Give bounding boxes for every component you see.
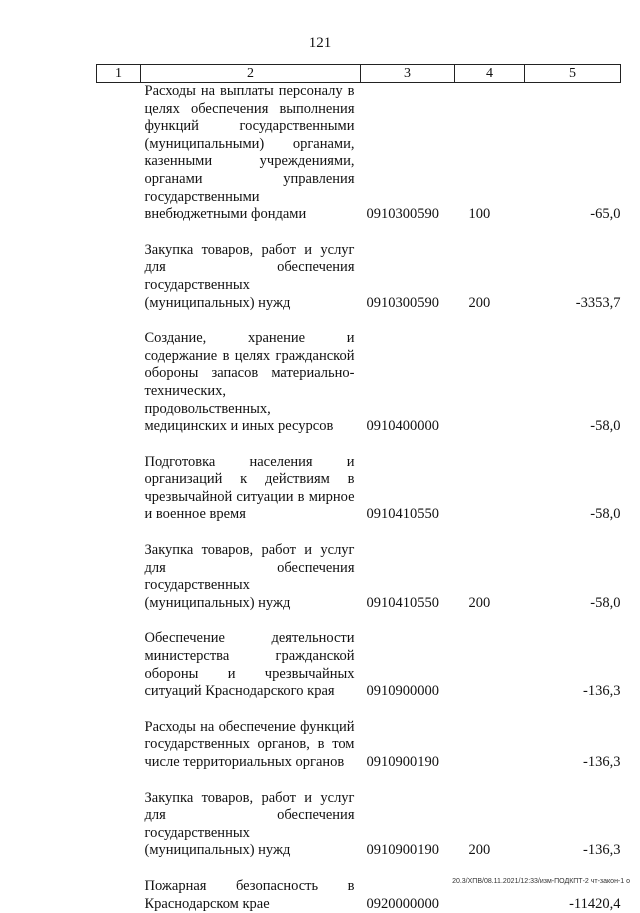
- table-header: [97, 65, 621, 83]
- table-row: [97, 790, 621, 860]
- header-col-3: 3: [361, 65, 455, 83]
- row-amount: -58,0: [525, 542, 621, 612]
- row-type: 100: [455, 83, 525, 224]
- header-col-4: 4: [455, 65, 525, 83]
- row-spacer: [97, 436, 621, 454]
- header-row: [97, 65, 621, 83]
- row-amount: -136,3: [525, 630, 621, 700]
- row-name: Пожарная безопасность в Краснодарском крае: [141, 878, 361, 913]
- row-code: 0910300590: [361, 83, 455, 224]
- row-name: Создание, хранение и содержание в целях гражданской обороны запасов материально-технических, продовольственных, медицинских и иных ресурсов: [141, 330, 361, 436]
- row-amount: -3353,7: [525, 242, 621, 312]
- row-name: Закупка товаров, работ и услуг для обеспечения государственных (муниципальных) нужд: [141, 542, 361, 612]
- row-spacer: [97, 612, 621, 630]
- row-type: [455, 719, 525, 772]
- table-row: [97, 542, 621, 612]
- header-col-5: 5: [525, 65, 621, 83]
- row-name: Закупка товаров, работ и услуг для обеспечения государственных (муниципальных) нужд: [141, 790, 361, 860]
- row-name: Обеспечение деятельности министерства гражданской обороны и чрезвычайных ситуаций Краснодарского края: [141, 630, 361, 700]
- row-spacer: [97, 524, 621, 542]
- row-spacer: [97, 701, 621, 719]
- row-type: 200: [455, 790, 525, 860]
- row-name: Расходы на выплаты персоналу в целях обеспечения выполнения функций государственными (муниципальными) органами, казенными учреждениями, органами управления государственными внебюджетными фондами: [141, 83, 361, 224]
- table-row: [97, 719, 621, 772]
- budget-table: [96, 64, 621, 913]
- row-amount: -58,0: [525, 330, 621, 436]
- row-amount: -58,0: [525, 454, 621, 524]
- row-code: 0920000000: [361, 878, 455, 913]
- table-row: [97, 454, 621, 524]
- row-code: 0910300590: [361, 242, 455, 312]
- row-type: [455, 630, 525, 700]
- row-code: 0910410550: [361, 454, 455, 524]
- table-body: [97, 83, 621, 913]
- row-amount: -11420,4: [525, 878, 621, 913]
- row-type: [455, 330, 525, 436]
- row-spacer: [97, 224, 621, 242]
- row-spacer: [97, 860, 621, 878]
- table-row: [97, 242, 621, 312]
- header-col-2: 2: [141, 65, 361, 83]
- table-row: [97, 630, 621, 700]
- row-name: Закупка товаров, работ и услуг для обеспечения государственных (муниципальных) нужд: [141, 242, 361, 312]
- row-amount: -136,3: [525, 790, 621, 860]
- table-row: [97, 330, 621, 436]
- row-code: 0910900190: [361, 790, 455, 860]
- row-amount: -136,3: [525, 719, 621, 772]
- row-code: 0910400000: [361, 330, 455, 436]
- footer-stamp: 20.3/ХПВ/08.11.2021/12:33/изм-ПОДКПТ-2 чт-закон-1 о: [452, 878, 630, 885]
- row-code: 0910410550: [361, 542, 455, 612]
- row-type: 200: [455, 542, 525, 612]
- row-type: 200: [455, 242, 525, 312]
- row-type: [455, 454, 525, 524]
- row-spacer: [97, 312, 621, 330]
- row-spacer: [97, 772, 621, 790]
- row-amount: -65,0: [525, 83, 621, 224]
- table-row: [97, 83, 621, 224]
- header-col-1: 1: [97, 65, 141, 83]
- page-number: 121: [0, 35, 640, 52]
- row-code: 0910900190: [361, 719, 455, 772]
- row-code: 0910900000: [361, 630, 455, 700]
- row-name: Подготовка населения и организаций к действиям в чрезвычайной ситуации в мирное и военное время: [141, 454, 361, 524]
- row-name: Расходы на обеспечение функций государственных органов, в том числе территориальных органов: [141, 719, 361, 772]
